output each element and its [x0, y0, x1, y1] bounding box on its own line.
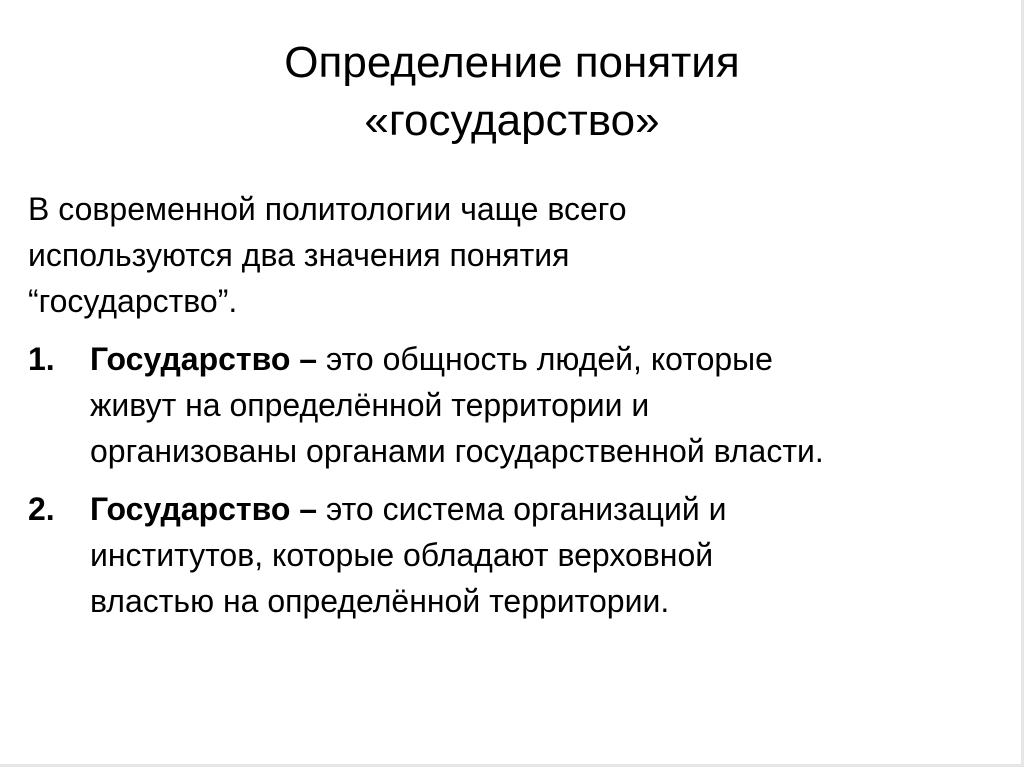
intro-line-1: В современной политологии чаще всего	[28, 191, 627, 227]
definition-dash: –	[290, 341, 326, 377]
intro-paragraph	[28, 186, 1008, 324]
intro-line-3: “государство”.	[28, 283, 238, 319]
definition-line-1	[90, 336, 1008, 382]
definition-line-3: властью на определённой территории.	[90, 583, 670, 619]
definition-item-1	[28, 336, 1008, 474]
definition-line-3: организованы органами государственной власти.	[90, 433, 824, 469]
intro-line-2: используются два значения понятия	[28, 237, 570, 273]
definition-line-1	[90, 486, 1008, 532]
definition-term: Государство	[90, 341, 291, 377]
definition-text: это система организаций и	[325, 491, 727, 527]
definition-line-2: живут на определённой территории и	[90, 387, 650, 423]
definition-number: 1.	[28, 341, 55, 377]
slide-body	[28, 186, 1008, 636]
slide-title-line-2: «государство»	[364, 96, 660, 145]
slide-title-line-1: Определение понятия	[284, 38, 740, 87]
definition-item-2	[28, 486, 1008, 624]
definition-number: 2.	[28, 491, 55, 527]
definition-term: Государство	[90, 491, 291, 527]
slide-title	[0, 34, 1024, 150]
definition-text: это общность людей, которые	[325, 341, 773, 377]
definition-line-2: институтов, которые обладают верховной	[90, 537, 714, 573]
definition-dash: –	[290, 491, 326, 527]
